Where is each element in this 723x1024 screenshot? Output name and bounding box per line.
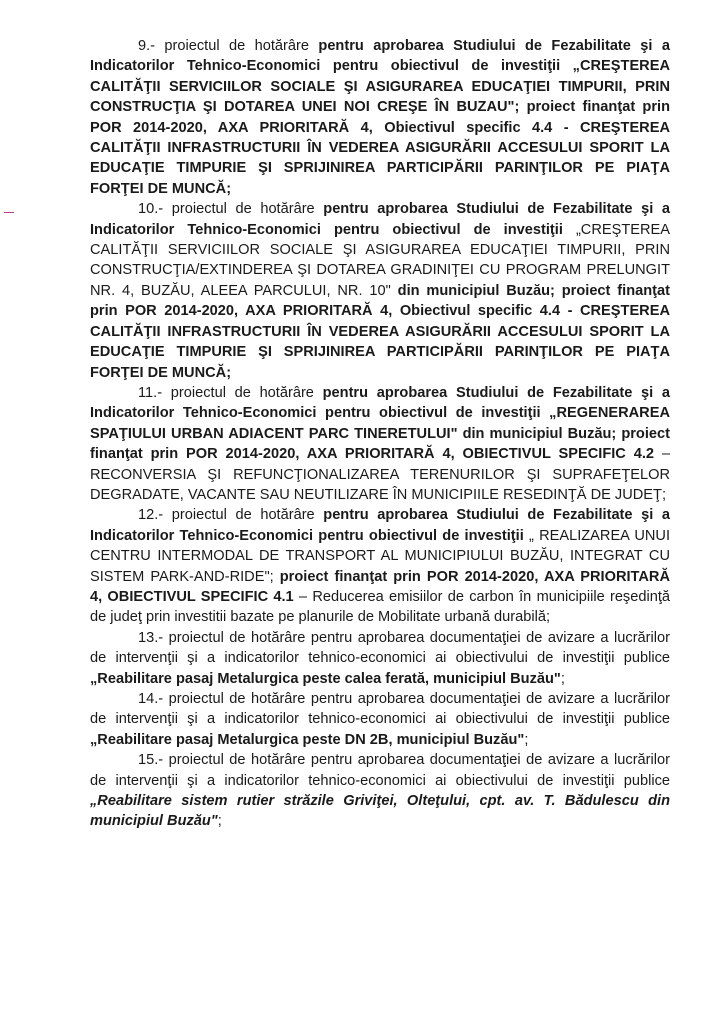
item-text: – RECONVERSIA ŞI REFUNCŢIONALIZAREA TERENURILOR ŞI SUPRAFEŢELOR DEGRADATE, VACANTE SAU NEUTILIZARE ÎN MUNICIPIILE RESEDINŢĂ DE JUDEŢ; <box>90 446 670 503</box>
agenda-item <box>90 689 670 750</box>
item-number: 11.- <box>138 384 163 401</box>
item-number: 14.- <box>138 691 164 707</box>
agenda-item <box>90 750 670 832</box>
agenda-item <box>90 505 670 627</box>
item-number: 13.- <box>138 629 164 646</box>
item-number: 15.- <box>138 752 164 769</box>
item-text: „ REALIZAREA UNUI CENTRU INTERMODAL DE TRANSPORT AL MUNICIPIULUI BUZĂU, INTEGRAT CU SISTEM PARK-AND-RIDE"; <box>90 527 671 585</box>
item-number: 9.- <box>138 38 156 54</box>
margin-mark <box>4 212 14 213</box>
item-number: 10.- <box>138 201 164 218</box>
agenda-item <box>90 383 670 505</box>
item-text: ; <box>524 731 529 748</box>
agenda-item <box>90 199 670 383</box>
item-text: proiectul de hotărâre <box>162 384 323 401</box>
agenda-list <box>90 36 670 832</box>
item-text: proiectul de hotărâre pentru aprobarea documentaţiei de avizare a lucrărilor de intervenţii şi a indicatorilor tehnico-economici ai obiectivului de investiţii publice <box>90 691 670 728</box>
item-text: proiect finanţat prin POR 2014-2020, AXA PRIORITARĂ 4, OBIECTIVUL SPECIFIC 4.1 <box>90 568 670 605</box>
item-text: proiectul de hotărâre <box>155 38 319 54</box>
item-text: proiectul de hotărâre <box>163 507 324 524</box>
item-text: pentru aprobarea Studiului de Fezabilitate şi a Indicatorilor Tehnico-Economici pentru obiectivul de investiţii „CREŞTEREA CALITĂŢII SERVICIILOR SOCIALE ŞI ASIGURAREA EDUCAŢIEI TIMPURII, PRIN CONSTRUCŢIA ŞI DOTAREA UNEI NOI CREŞE ÎN BUZAU"; proiect finanţat prin POR 2014-2020, AXA PRIORITARĂ 4, Obiectivul specific 4.4 - CREŞTEREA CALITĂŢII INFRASTRUCTURII ÎN VEDEREA ASIGURĂRII ACCESULUI SPORIT LA EDUCAŢIE TIMPURIE ŞI SPRIJINIREA PARTICIPĂRII PARINŢILOR PE PIAŢA FORŢEI DE MUNCĂ; <box>90 38 670 197</box>
item-text: pentru aprobarea Studiului de Fezabilitate şi a Indicatorilor Tehnico-Economici pentru obiectivul de investiţii <box>90 201 670 238</box>
item-text: ; <box>560 670 565 687</box>
item-text: „Reabilitare sistem rutier străzile Griviţei, Olteţului, cpt. av. T. Bădulescu din municipiul Buzău" <box>90 793 670 830</box>
item-text: „Reabilitare pasaj Metalurgica peste DN 2B, municipiul Buzău" <box>90 731 525 748</box>
item-text: „Reabilitare pasaj Metalurgica peste calea ferată, municipiul Buzău" <box>90 670 561 687</box>
item-text: proiectul de hotărâre <box>163 201 324 218</box>
agenda-item <box>90 628 670 689</box>
item-text: proiectul de hotărâre pentru aprobarea documentaţiei de avizare a lucrărilor de intervenţii şi a indicatorilor tehnico-economici ai obiectivului de investiţii publice <box>90 629 670 667</box>
item-text: din municipiul Buzău; proiect finanţat prin POR 2014-2020, AXA PRIORITARĂ 4, Obiectivul specific 4.4 - CREŞTEREA CALITĂŢII INFRASTRUCTURII ÎN VEDEREA ASIGURĂRII ACCESULUI SPORIT LA EDUCAŢIE TIMPURIE ŞI SPRIJINIREA PARTICIPĂRII PARINŢILOR PE PIAŢA FORŢEI DE MUNCĂ; <box>90 282 670 381</box>
item-text: proiectul de hotărâre pentru aprobarea documentaţiei de avizare a lucrărilor de intervenţii şi a indicatorilor tehnico-economici ai obiectivului de investiţii publice <box>90 752 670 789</box>
item-text: – Reducerea emisiilor de carbon în municipiile reşedinţă de judeţ prin investitii bazate pe planurile de Mobilitate urbană durabilă; <box>90 588 670 626</box>
agenda-item <box>90 36 670 199</box>
item-text: pentru aprobarea Studiului de Fezabilitate şi a Indicatorilor Tehnico-Economici pentru obiectivul de investiţii „REGENERAREA SPAŢIULUI URBAN ADIACENT PARC TINERETULUI" din municipiul Buzău; proiect finanţat prin POR 2014-2020, AXA PRIORITARĂ 4, OBIECTIVUL SPECIFIC 4.2 <box>90 384 670 463</box>
item-text: ; <box>217 813 222 830</box>
item-text: pentru aprobarea Studiului de Fezabilitate şi a Indicatorilor Tehnico-Economici pentru obiectivul de investiţii <box>90 507 670 544</box>
item-text: „CREŞTEREA CALITĂŢII SERVICIILOR SOCIALE ŞI ASIGURAREA EDUCAŢIEI TIMPURII, PRIN CONSTRUCŢIA/EXTINDEREA ŞI DOTAREA GRADINIŢEI CU PROGRAM PRELUNGIT NR. 4, BUZĂU, ALEEA PARCULUI, NR. 10" <box>90 221 670 299</box>
item-number: 12.- <box>138 507 164 524</box>
